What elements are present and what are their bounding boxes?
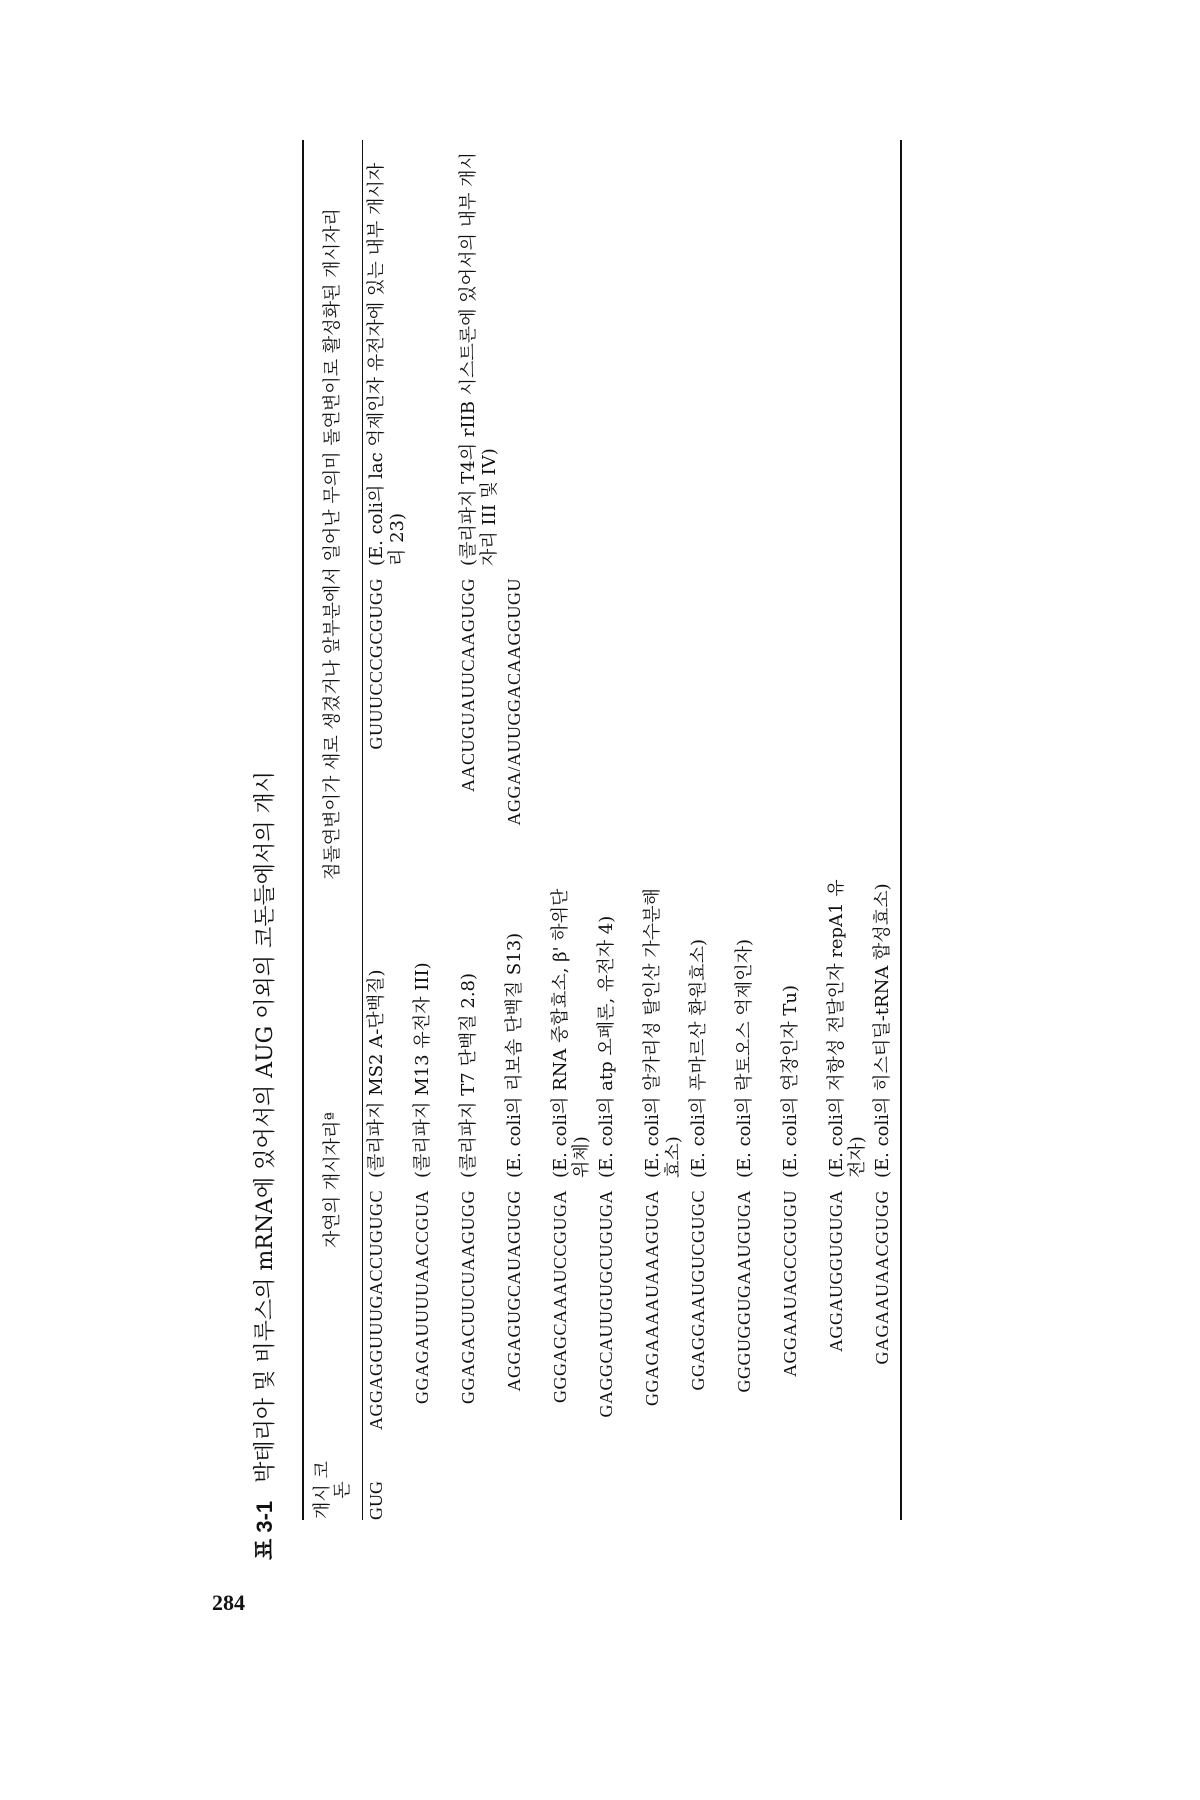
natural-sequence: AGGAAUAGCCGUGU <box>780 1190 800 1377</box>
mutant-source: (E. coli의 lac 억제인자 유전자에 있는 내부 개시자리 23) <box>366 162 408 566</box>
natural-sequence: GAGGCAUUGUGCUGUGA <box>596 1190 616 1418</box>
table-row <box>780 140 826 1520</box>
codon-cell: GUG <box>366 1481 386 1520</box>
table-row <box>826 140 872 1520</box>
natural-source: (E. coli의 연장인자 Tu) <box>780 984 801 1178</box>
table-bottom-rule <box>900 140 902 1520</box>
rotated-table-block <box>240 0 1140 1560</box>
natural-source: (E. coli의 RNA 중합효소, β' 하위단위체) <box>550 888 592 1178</box>
table-title-text: 박테리아 및 비루스의 mRNA에 있어서의 AUG 이외의 코돈들에서의 개시 <box>253 771 278 1483</box>
natural-source: (E. coli의 atp 오페론, 유전자 4) <box>596 915 617 1178</box>
natural-source: (E. coli의 알카리성 탈인산 가수분해효소) <box>642 888 684 1178</box>
natural-sequence: GGAGGAAUGUCGUGC <box>688 1190 708 1391</box>
table-header-rule <box>362 140 363 1520</box>
table-row <box>550 140 596 1520</box>
natural-source: (콜리파지 M13 유전자 III) <box>412 962 433 1178</box>
table-row <box>596 140 642 1520</box>
table-title <box>240 771 290 1560</box>
header-mutant-site: 점돌연변이가 새로 생겼거나 앞부분에서 일어난 무의미 돌연변이로 활성화된 개시자리 <box>322 208 344 880</box>
table-row <box>504 140 550 1520</box>
natural-source: (콜리파지 T7 단백질 2.8) <box>458 972 479 1178</box>
table-body <box>366 140 918 1520</box>
mutant-sequence: AGGA/AUUGGACAAGGUGU <box>504 578 524 826</box>
natural-source: (E. coli의 저항성 전달인자 repA1 유전자) <box>826 879 868 1178</box>
header-natural-site: 자연의 개시자리ª <box>322 1112 344 1248</box>
natural-sequence: AGGAGGUUUGACCUGUGC <box>366 1190 386 1431</box>
mutant-sequence: GUUUCCCGCGUGG <box>366 578 386 750</box>
table-header <box>304 140 362 1520</box>
table-row <box>366 140 412 1520</box>
table-row <box>734 140 780 1520</box>
natural-sequence: GGGAGCAAAUCCGUGA <box>550 1190 570 1404</box>
natural-source: (E. coli의 락토오스 억제인자) <box>734 939 755 1178</box>
natural-source: (E. coli의 히스티딜-tRNA 합성효소) <box>872 883 893 1178</box>
header-codon: 개시 코돈 <box>312 1461 353 1519</box>
table-row <box>872 140 918 1520</box>
natural-sequence: AGGAGUGCAUAGUGG <box>504 1190 524 1392</box>
natural-sequence: GGGUGGUGAAUGUGA <box>734 1190 754 1393</box>
natural-source: (콜리파지 MS2 A-단백질) <box>366 969 387 1178</box>
natural-sequence: GGAGAUUUUAACCGUA <box>412 1190 432 1404</box>
table-row <box>642 140 688 1520</box>
natural-sequence: AGGAUGGUGUGA <box>826 1190 846 1352</box>
page-number: 284 <box>212 1590 245 1615</box>
table-row <box>458 140 504 1520</box>
mutant-sequence: AACUGUAUUCAAGUGG <box>458 578 478 792</box>
natural-source: (E. coli의 리보솜 단백질 S13) <box>504 932 525 1178</box>
natural-sequence: GGAGACUUCUAAGUGG <box>458 1190 478 1404</box>
natural-source: (E. coli의 푸마르산 환원효소) <box>688 939 709 1178</box>
natural-sequence: GAGAAUAACGUGG <box>872 1190 892 1365</box>
table-number: 표 3-1 <box>252 1500 277 1560</box>
mutant-source: (콜리파지 T4의 rIIB 시스트론에 있어서의 내부 개시자리 III 및 IV) <box>458 152 500 566</box>
table-row <box>412 140 458 1520</box>
table-row <box>688 140 734 1520</box>
natural-sequence: GGAGAAAAUAAAGUGA <box>642 1190 662 1406</box>
